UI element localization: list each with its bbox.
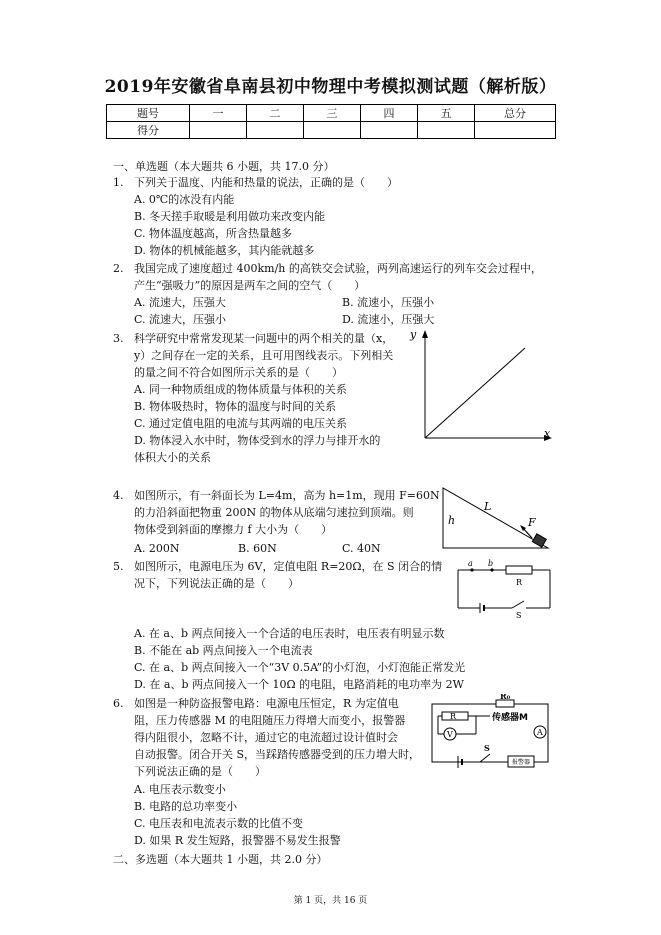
option-d: D. 物体浸入水中时，物体受到水的浮力与排开水的 xyxy=(134,434,381,447)
score-table-score-row xyxy=(107,122,556,139)
circuit-figure-q5 xyxy=(450,558,554,620)
page-footer: 第 1 页，共 16 页 xyxy=(293,896,368,906)
option-b: B. 电路的总功率变小 xyxy=(134,800,238,813)
question-stem: 的量之间不符合如图所示关系的是（ ） xyxy=(134,366,343,379)
label-sensor-M: 传感器M xyxy=(492,713,528,723)
option-d: D. 流速小，压强大 xyxy=(342,313,435,326)
score-input-cell xyxy=(361,122,418,139)
score-input-cell xyxy=(247,122,304,139)
label-alarm: 报警器 xyxy=(512,759,531,766)
question-stem: 科学研究中常常发现某一问题中的两个相关的量（x， xyxy=(134,332,394,345)
axis-y-label: y xyxy=(410,328,417,341)
label-S: S xyxy=(516,611,522,620)
option-c: C. 物体温度越高，所含热量越多 xyxy=(134,227,293,240)
linear-graph-figure xyxy=(400,326,560,446)
incline-figure xyxy=(440,484,552,552)
question-stem: 阻，压力传感器 M 的电阻随压力得增大而变小，报警器 xyxy=(134,714,406,727)
question-stem: 得内阻很小，忽略不计，通过它的电流超过设计值时会 xyxy=(134,731,398,744)
option-a: A. 同一种物质组成的物体质量与体积的关系 xyxy=(134,383,347,396)
question-number: 3. xyxy=(113,332,124,345)
option-b: B. 冬天搓手取暖是利用做功来改变内能 xyxy=(134,210,326,223)
label-b: b xyxy=(488,559,494,568)
question-stem: 物体受到斜面的摩擦力 f 大小为（ ） xyxy=(134,523,333,536)
question-stem: 如图是一种防盗报警电路：电源电压恒定，R 为定值电 xyxy=(134,697,399,710)
label-F: F xyxy=(528,516,536,529)
score-table-header-row xyxy=(107,105,556,122)
score-cell: 三 xyxy=(304,105,361,122)
question-number: 4. xyxy=(113,489,124,502)
question-stem: 产生“强吸力”的原因是两车之间的空气（ ） xyxy=(134,279,366,292)
score-cell: 五 xyxy=(418,105,475,122)
option-a: A. 在 a、b 两点间接入一个合适的电压表时，电压表有明显示数 xyxy=(134,627,445,640)
question-stem: 自动报警。闭合开关 S，当踩踏传感器受到的压力增大时， xyxy=(134,748,421,761)
option-c: C. 通过定值电阻的电流与其两端的电压关系 xyxy=(134,417,348,430)
option-a: A. 200N xyxy=(134,542,180,555)
option-d: D. 物体的机械能越多，其内能就越多 xyxy=(134,244,315,257)
option-d-continued: 体积大小的关系 xyxy=(134,451,211,464)
score-input-cell xyxy=(190,122,247,139)
alarm-circuit-figure xyxy=(428,694,554,770)
question-stem: y）之间存在一定的关系，且可用图线表示。下列相关 xyxy=(134,349,394,362)
score-table xyxy=(106,104,556,139)
option-a: A. 流速大，压强大 xyxy=(134,296,226,309)
question-stem: 况下，下列说法正确的是（ ） xyxy=(134,577,299,590)
label-h: h xyxy=(448,514,456,527)
section-heading-single-choice: 一、单选题（本大题共 6 小题，共 17.0 分） xyxy=(113,160,335,173)
question-number: 1. xyxy=(113,176,124,189)
label-A: A xyxy=(537,728,543,737)
label-S: S xyxy=(484,743,490,753)
label-a: a xyxy=(468,559,473,568)
label-R: R xyxy=(516,578,523,587)
question-stem: 如图所示，电源电压为 6V，定值电阻 R=20Ω，在 S 闭合的情 xyxy=(134,560,443,573)
option-c: C. 流速大，压强小 xyxy=(134,313,227,326)
option-d: D. 如果 R 发生短路，报警器不易发生报警 xyxy=(134,834,341,847)
option-c: C. 40N xyxy=(342,542,381,555)
score-input-cell xyxy=(304,122,361,139)
question-stem: 下列关于温度、内能和热量的说法，正确的是（ ） xyxy=(134,176,398,189)
option-c: C. 在 a、b 两点间接入一个“3V 0.5A”的小灯泡，小灯泡能正常发光 xyxy=(134,661,466,674)
question-stem: 的力沿斜面把物重 200N 的物体从底端匀速拉到顶端。则 xyxy=(134,506,414,519)
score-cell: 得分 xyxy=(107,122,190,139)
option-b: B. 不能在 ab 两点间接入一个电流表 xyxy=(134,644,313,657)
score-cell: 四 xyxy=(361,105,418,122)
option-d: D. 在 a、b 两点间接入一个 10Ω 的电阻，电路消耗的电功率为 2W xyxy=(134,678,464,691)
label-L: L xyxy=(484,500,492,513)
section-heading-multiple-choice: 二、多选题（本大题共 1 小题，共 2.0 分） xyxy=(113,853,328,866)
label-R0: R₀ xyxy=(500,694,511,701)
score-cell: 总分 xyxy=(475,105,556,122)
question-stem: 下列说法正确的是（ ） xyxy=(134,765,266,778)
score-input-cell xyxy=(418,122,475,139)
label-R: R xyxy=(450,712,457,721)
option-b: B. 60N xyxy=(238,542,277,555)
option-b: B. 物体吸热时，物体的温度与时间的关系 xyxy=(134,400,337,413)
question-stem: 我国完成了速度超过 400km/h 的高铁交会试验，两列高速运行的列车交会过程中， xyxy=(134,262,542,275)
score-cell: 题号 xyxy=(107,105,190,122)
label-V: V xyxy=(447,730,453,739)
question-stem: 如图所示，有一斜面长为 L=4m，高为 h=1m，现用 F=60N xyxy=(134,489,440,502)
score-cell: 一 xyxy=(190,105,247,122)
score-cell: 二 xyxy=(247,105,304,122)
question-number: 2. xyxy=(113,262,124,275)
option-b: B. 流速小，压强小 xyxy=(342,296,435,309)
option-a: A. 电压表示数变小 xyxy=(134,783,226,796)
page-title: 2019年安徽省阜南县初中物理中考模拟测试题（解析版） xyxy=(104,77,557,97)
axis-x-label: x xyxy=(544,427,551,440)
option-a: A. 0℃的冰没有内能 xyxy=(134,193,235,206)
question-number: 6. xyxy=(113,697,124,710)
option-c: C. 电压表和电流表示数的比值不变 xyxy=(134,817,304,830)
question-number: 5. xyxy=(113,560,124,573)
score-input-cell xyxy=(475,122,556,139)
